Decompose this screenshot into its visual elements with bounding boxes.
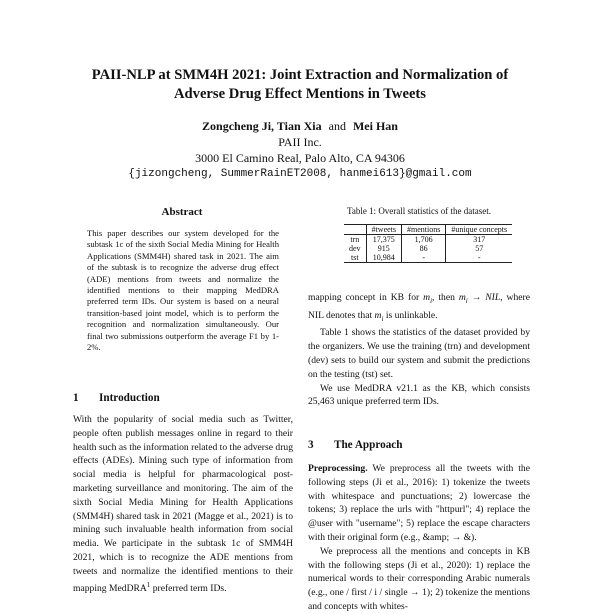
section-approach-heading — [308, 439, 403, 451]
text-run: , where NIL denotes that — [308, 292, 530, 321]
table-cell: tst — [344, 253, 366, 263]
section-introduction-heading — [73, 392, 160, 404]
author-2: Mei Han — [352, 119, 398, 133]
math-m — [459, 292, 468, 303]
title-line-2: Adverse Drug Effect Mentions in Tweets — [174, 86, 426, 102]
table-row — [344, 253, 512, 263]
table-cell: 57 — [446, 244, 512, 253]
math-m — [375, 310, 384, 321]
abstract-text: This paper describes our system developed for the subtask 1c of the sixth Social Media Mining for Health Applications (SMM4H) shared task in 2021. The aim of the subtask is to recognize the adverse drug effect (ADE) mentions from tweets and normalize the identified mentions to their mapping MedDRA preferred term IDs. Our system is based on a neural transition-based joint model, which is to perform the recognition and normalization simultaneously. Our final two submissions outperform the average F1 by 1-2%. — [87, 228, 279, 353]
text-run: is unlinkable. — [385, 309, 438, 321]
table-row — [344, 235, 512, 245]
table-header-row — [344, 225, 512, 235]
table-row — [344, 244, 512, 253]
footnote-marker: 1 — [146, 580, 151, 589]
table-cell: trn — [344, 235, 366, 245]
text-run: mapping concept in KB for — [308, 292, 420, 303]
math-var: m — [423, 292, 431, 303]
section-title: Introduction — [99, 392, 160, 404]
preprocessing-lead: Preprocessing. — [308, 463, 368, 474]
preprocessing-paragraph — [308, 462, 530, 545]
table-cell: 86 — [402, 244, 446, 253]
table-header-cell: #unique concepts — [446, 225, 512, 235]
math-sub: i — [465, 296, 468, 305]
arrow-symbol: → — [471, 292, 482, 303]
right-column-upper — [308, 291, 530, 409]
table-cell: 10,984 — [366, 253, 401, 263]
dataset-statistics-table — [344, 224, 512, 263]
kb-mapping-paragraph — [308, 291, 530, 326]
author-and: and — [328, 119, 346, 133]
table-header-cell: #mentions — [402, 225, 446, 235]
title-line-1: PAII-NLP at SMM4H 2021: Joint Extraction and Normalization of — [91, 67, 509, 83]
paper-title — [60, 66, 540, 104]
intro-body: With the popularity of social media such as Twitter, people often publish messages online in regard to their health such as the information related to the adverse drug effects (ADEs). Mining such type of information from social media is helpful for pharmacological post-marketing surveillance and monitoring. The aim of the sixth Social Media Mining for Health Applications (SMM4H) shared task in 2021 (Magge et al., 2021) is to mining such invaluable health information from social media. We participate in the subtask 1c of SMM4H 2021, which is to recognize the ADE mentions from tweets and normalize the identified mentions to their mapping — [73, 414, 293, 594]
table-header-cell — [344, 225, 366, 235]
kb-description-paragraph: We use MedDRA v21.1 as the KB, which consists 25,463 unique preferred term IDs. — [308, 382, 530, 408]
mention-preprocessing-paragraph: We preprocess all the mentions and concepts in KB with the following steps (Ji et al., 2020): 1) replace the numerical words to their corresponding Arabic numerals (e.g., one / first / i / single → 1); 2) tokenize the mentions and concepts with whites- — [308, 545, 530, 612]
author-emails: {jizongcheng, SummerRainET2008, hanmei613}@gmail.com — [128, 168, 472, 180]
table-cell: dev — [344, 244, 366, 253]
math-var: m — [374, 309, 382, 321]
table-cell: - — [446, 253, 512, 263]
table-cell: 317 — [446, 235, 512, 245]
affiliation: PAII Inc. — [278, 135, 322, 149]
section-title: The Approach — [334, 439, 403, 451]
author-names — [60, 118, 540, 134]
author-block — [60, 118, 540, 182]
preprocessing-text: We preprocess all the tweets with the following steps (Ji et al., 2016): 1) tokenize the tweets with whitespace and punctuations; 2) lowercase the tokens; 3) replace the urls with "httpurl"; 4) replace the @user with "username"; 5) replace the escape characters with their original form (e.g., &amp; → &). — [308, 463, 530, 543]
math-m — [423, 292, 432, 303]
table-cell: - — [402, 253, 446, 263]
table-header-cell: #tweets — [366, 225, 401, 235]
intro-meddra: MedDRA — [108, 582, 147, 594]
intro-tail: preferred term IDs. — [152, 582, 227, 594]
section-number: 1 — [73, 392, 79, 404]
table-cell: 1,706 — [402, 235, 446, 245]
section-number: 3 — [308, 439, 314, 451]
math-var: m — [458, 292, 466, 303]
math-sub: i — [430, 296, 433, 305]
address: 3000 El Camino Real, Palo Alto, CA 94306 — [195, 151, 405, 165]
table-cell: 915 — [377, 244, 390, 253]
table-cell: 17,375 — [372, 235, 395, 244]
math-nil: NIL — [485, 292, 501, 303]
text-run: , then — [432, 292, 455, 303]
right-column-lower — [308, 462, 530, 614]
introduction-text — [73, 413, 293, 596]
table-caption: Table 1: Overall statistics of the dataset. — [346, 206, 492, 216]
author-1: Zongcheng Ji, Tian Xia — [202, 119, 322, 133]
table-description-paragraph: Table 1 shows the statistics of the dataset provided by the organizers. We use the training (trn) and development (dev) sets to build our system and submit the predictions on the testing (tst) set. — [308, 327, 530, 380]
math-sub: i — [381, 314, 384, 323]
abstract-heading: Abstract — [161, 206, 203, 218]
intro-paragraph — [73, 413, 293, 596]
